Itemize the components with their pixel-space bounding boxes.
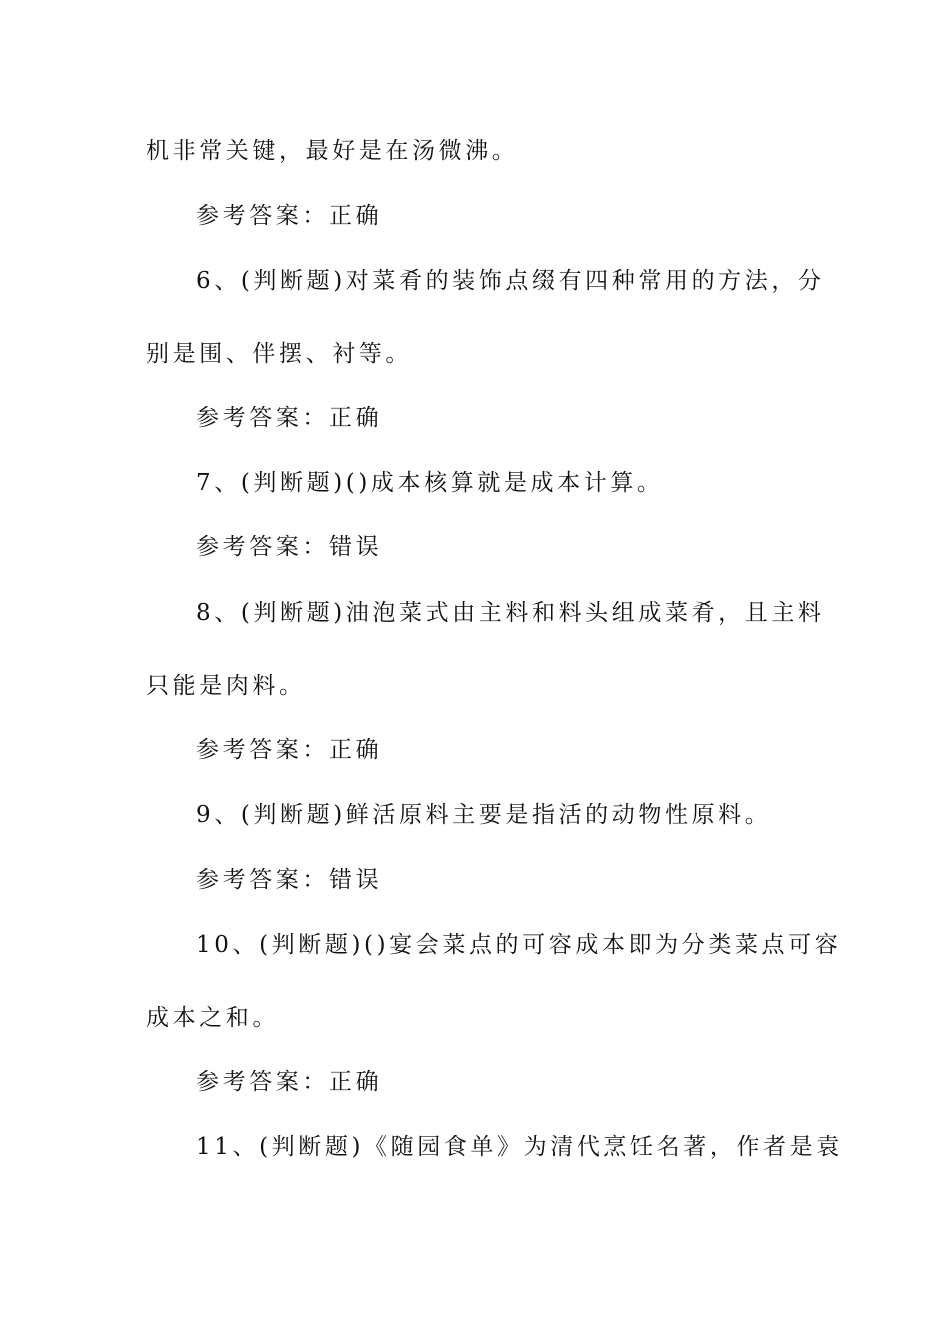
question-9-line-1: 9、(判断题)鲜活原料主要是指活的动物性原料。 — [196, 802, 772, 828]
question-11-line-1: 11、(判断题)《随园食单》为清代烹饪名著，作者是袁 — [196, 1134, 843, 1160]
question-10-line-2: 成本之和。 — [146, 1005, 279, 1031]
answer-line-q6: 参考答案：正确 — [196, 405, 383, 431]
text-line-continuation: 机非常关键，最好是在汤微沸。 — [146, 138, 519, 164]
question-6-line-2: 别是围、伴摆、衬等。 — [146, 341, 412, 367]
question-7-line-1: 7、(判断题)()成本核算就是成本计算。 — [196, 470, 664, 496]
answer-line-q5: 参考答案：正确 — [196, 203, 383, 229]
question-8-line-1: 8、(判断题)油泡菜式由主料和料头组成菜肴，且主料 — [196, 600, 825, 626]
answer-line-q7: 参考答案：错误 — [196, 534, 383, 560]
answer-line-q8: 参考答案：正确 — [196, 737, 383, 763]
question-10-line-1: 10、(判断题)()宴会菜点的可容成本即为分类菜点可容 — [196, 932, 842, 958]
answer-line-q9: 参考答案：错误 — [196, 867, 383, 893]
question-6-line-1: 6、(判断题)对菜肴的装饰点缀有四种常用的方法，分 — [196, 268, 825, 294]
question-8-line-2: 只能是肉料。 — [146, 673, 306, 699]
answer-line-q10: 参考答案：正确 — [196, 1069, 383, 1095]
